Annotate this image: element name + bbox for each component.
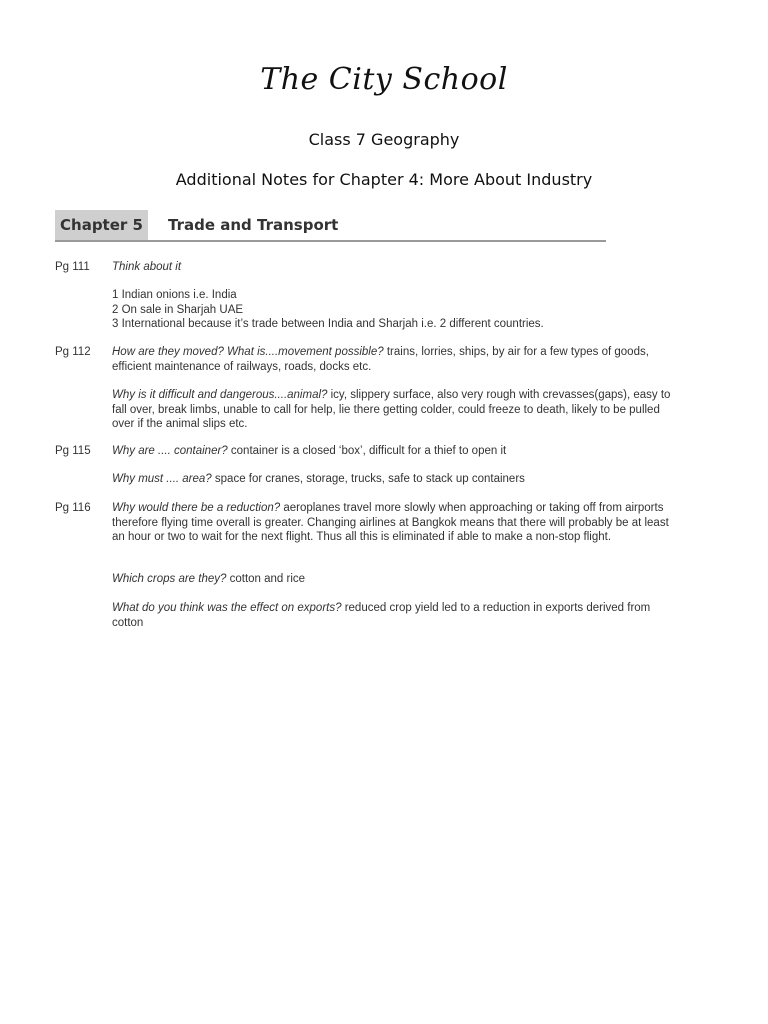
school-title: The City School bbox=[260, 62, 508, 97]
class-title: Class 7 Geography bbox=[308, 130, 460, 149]
notes-title: Additional Notes for Chapter 4: More About Industry bbox=[175, 170, 593, 189]
answer-text: container is a closed ‘box’, difficult for a thief to open it bbox=[227, 445, 507, 457]
question-text: Why is it difficult and dangerous....animal? bbox=[112, 389, 328, 401]
answer-line: 1 Indian onions i.e. India bbox=[112, 289, 237, 301]
answer-text: space for cranes, storage, trucks, safe to stack up containers bbox=[211, 473, 525, 485]
question-text: What do you think was the effect on exports? bbox=[112, 602, 342, 614]
page-reference: Pg 112 bbox=[55, 346, 91, 358]
answer-text: cotton and rice bbox=[226, 573, 306, 585]
question-text: Why are .... container? bbox=[112, 445, 228, 457]
question-paragraph bbox=[112, 501, 672, 545]
answer-text: trains, lorries, ships, by air for a few types of goods, efficient maintenance of railways, roads, docks etc. bbox=[112, 346, 649, 373]
answer-text: aeroplanes travel more slowly when approaching or taking off from airports therefore flying time overall is greater. Changing airlines at Bangkok means that there will probably be at least an hour or two to wait for the next flight. Thus all this is eliminated if able to make a non-stop flight. bbox=[112, 502, 669, 543]
question-paragraph bbox=[112, 345, 672, 374]
chapter-number-label: Chapter 5 bbox=[55, 210, 148, 240]
question-text: Why would there be a reduction? bbox=[112, 502, 281, 514]
question-paragraph bbox=[112, 572, 672, 587]
page-reference: Pg 115 bbox=[55, 445, 91, 457]
question-text: How are they moved? What is....movement possible? bbox=[112, 346, 384, 358]
chapter-title: Trade and Transport bbox=[168, 216, 339, 234]
page-reference: Pg 111 bbox=[55, 261, 90, 273]
question-paragraph bbox=[112, 388, 672, 432]
question-paragraph bbox=[112, 444, 672, 459]
question-paragraph bbox=[112, 260, 672, 275]
question-paragraph bbox=[112, 601, 672, 630]
chapter-header-bar bbox=[55, 210, 606, 242]
answer-line: 3 International because it’s trade between India and Sharjah i.e. 2 different countries. bbox=[112, 318, 544, 330]
question-paragraph bbox=[112, 472, 672, 487]
question-text: Which crops are they? bbox=[112, 573, 227, 585]
question-text: Think about it bbox=[112, 261, 182, 273]
answer-line: 2 On sale in Sharjah UAE bbox=[112, 303, 244, 316]
page-reference: Pg 116 bbox=[55, 502, 91, 514]
question-text: Why must .... area? bbox=[112, 473, 212, 485]
answer-text: reduced crop yield led to a reduction in exports derived from cotton bbox=[112, 602, 651, 629]
answer-text: icy, slippery surface, also very rough with crevasses(gaps), easy to fall over, break limbs, unable to call for help, lie there getting colder, could freeze to death, likely to be pulled over if the animal slips etc. bbox=[112, 389, 671, 430]
